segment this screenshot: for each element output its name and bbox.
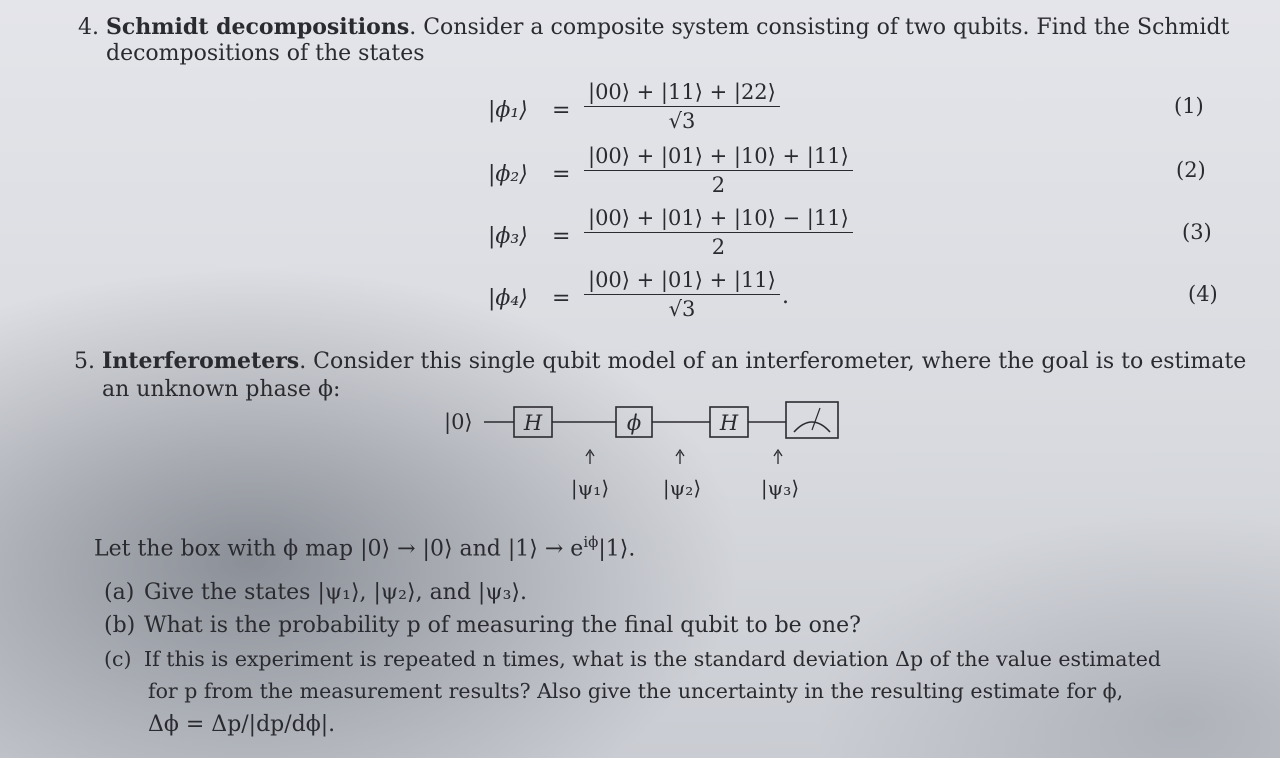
fraction-denominator: √3	[668, 297, 696, 321]
problem-4-heading	[78, 14, 1229, 41]
fraction-denominator: 2	[711, 173, 726, 197]
equals-sign: =	[552, 162, 571, 187]
phase-map-end: |1⟩.	[598, 536, 636, 562]
measurement-meter-icon	[786, 402, 838, 438]
phase-map-exponent: iϕ	[583, 533, 599, 551]
problem-4-title: Schmidt decompositions	[106, 14, 410, 40]
equation-lhs: |ϕ₃⟩	[488, 224, 528, 249]
hadamard-gate-2-label: H	[719, 411, 739, 435]
equation-4	[0, 268, 1280, 328]
fraction-numerator: |00⟩ + |11⟩ + |22⟩	[584, 80, 780, 107]
interferometer-circuit	[440, 398, 860, 510]
part-text: Give the states |ψ₁⟩, |ψ₂⟩, and |ψ₃⟩.	[144, 580, 527, 605]
phase-map-sentence	[94, 533, 635, 561]
part-c-line2: for p from the measurement results? Also give the uncertainty in the resulting estimate for ϕ,	[148, 679, 1124, 703]
psi1-marker: |ψ₁⟩	[570, 476, 610, 500]
equation-lhs: |ϕ₁⟩	[488, 98, 528, 123]
equation-lhs: |ϕ₂⟩	[488, 162, 528, 187]
equation-tag: (2)	[1176, 158, 1206, 182]
part-b	[104, 613, 861, 638]
part-label: (a)	[104, 580, 135, 605]
equals-sign: =	[552, 286, 571, 311]
psi3-marker: |ψ₃⟩	[760, 476, 800, 500]
equation-tag: (4)	[1188, 282, 1218, 306]
equation-3	[0, 206, 1280, 266]
arrow-up-icon	[676, 450, 684, 464]
part-text: If this is experiment is repeated n times, what is the standard deviation Δp of the value estimated	[144, 647, 1161, 671]
part-text: What is the probability p of measuring the final qubit to be one?	[144, 613, 861, 638]
equation-tag: (3)	[1182, 220, 1212, 244]
equation-fraction	[584, 268, 780, 321]
input-ket: |0⟩	[444, 410, 473, 434]
equation-2	[0, 144, 1280, 204]
problem-5-text-line1: . Consider this single qubit model of an interferometer, where the goal is to estimate	[299, 349, 1247, 374]
phase-gate-label: ϕ	[626, 411, 642, 435]
fraction-denominator: √3	[668, 109, 696, 133]
psi2-marker: |ψ₂⟩	[662, 476, 702, 500]
problem-5-heading	[74, 348, 1246, 375]
problem-4-number: 4.	[78, 15, 99, 40]
equals-sign: =	[552, 224, 571, 249]
equation-tag: (1)	[1174, 94, 1204, 118]
equation-1	[0, 80, 1280, 140]
equation-period: .	[782, 284, 789, 309]
hadamard-gate-1-label: H	[523, 411, 543, 435]
fraction-numerator: |00⟩ + |01⟩ + |10⟩ − |11⟩	[584, 206, 853, 233]
problem-5-title: Interferometers	[102, 348, 300, 374]
equation-fraction	[584, 144, 853, 197]
fraction-numerator: |00⟩ + |01⟩ + |10⟩ + |11⟩	[584, 144, 853, 171]
fraction-numerator: |00⟩ + |01⟩ + |11⟩	[584, 268, 780, 295]
equation-fraction	[584, 206, 853, 259]
part-c	[104, 647, 1161, 671]
equation-fraction	[584, 80, 780, 133]
equation-lhs: |ϕ₄⟩	[488, 286, 528, 311]
part-c-line3: Δϕ = Δp/|dp/dϕ|.	[148, 712, 336, 737]
part-label: (c)	[104, 647, 132, 671]
problem-5-text-line2: an unknown phase ϕ:	[102, 377, 341, 402]
part-a	[104, 580, 527, 605]
arrow-up-icon	[774, 450, 782, 464]
arrow-up-icon	[586, 450, 594, 464]
fraction-denominator: 2	[711, 235, 726, 259]
problem-4-text-line2: decompositions of the states	[106, 41, 425, 66]
problem-5-number: 5.	[74, 349, 95, 374]
phase-map-text: Let the box with ϕ map |0⟩ → |0⟩ and |1⟩ → e	[94, 536, 584, 562]
equals-sign: =	[552, 98, 571, 123]
part-label: (b)	[104, 613, 136, 638]
problem-4-text-line1: . Consider a composite system consisting of two qubits. Find the Schmidt	[409, 15, 1230, 40]
